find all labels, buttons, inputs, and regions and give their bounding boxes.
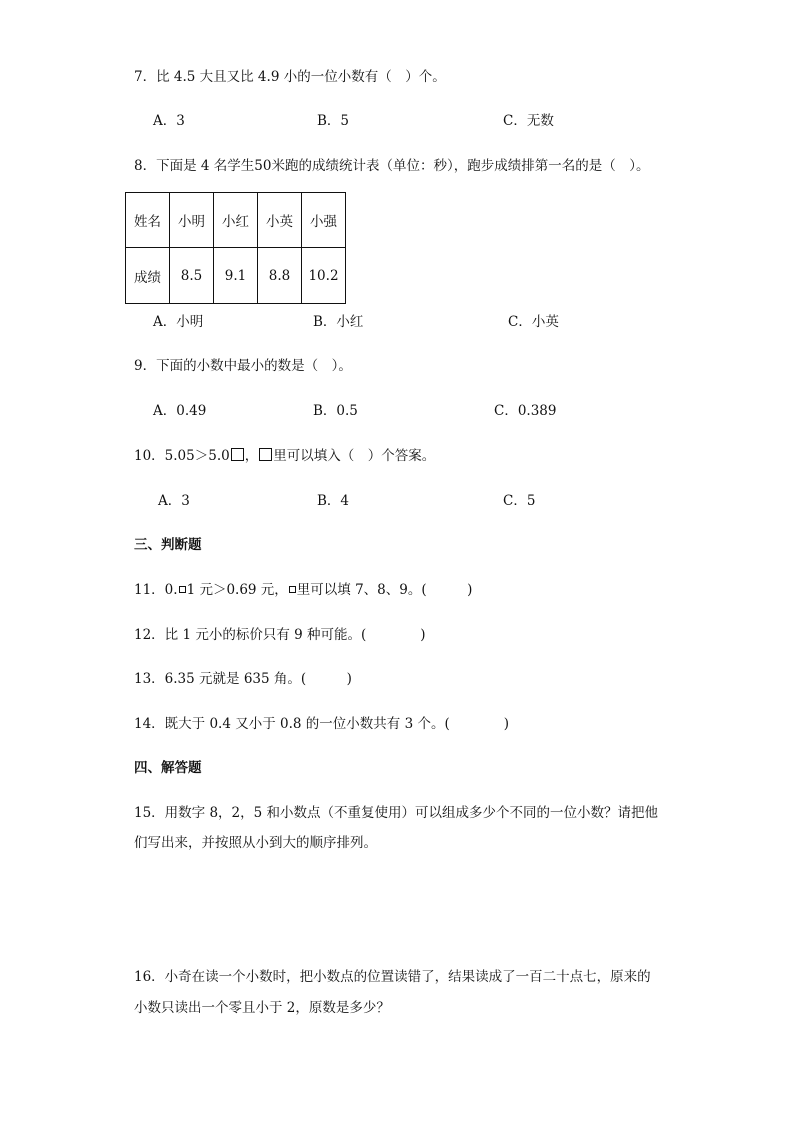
question-11-stem-part-c: 里可以填 7、8、9。( ) bbox=[296, 582, 473, 598]
table-cell: 小红 bbox=[214, 193, 258, 248]
table-cell: 9.1 bbox=[214, 248, 258, 304]
table-cell: 10.2 bbox=[302, 248, 346, 304]
table-cell: 小强 bbox=[302, 193, 346, 248]
blank-box-icon bbox=[179, 586, 186, 593]
question-16-line-1: 16．小奇在读一个小数时，把小数点的位置读错了，结果读成了一百二十点七，原来的 bbox=[134, 969, 651, 985]
table-cell: 小英 bbox=[258, 193, 302, 248]
question-12-stem: 12．比 1 元小的标价只有 9 种可能。( ) bbox=[134, 627, 426, 643]
question-10-stem-part-c: 里可以填入（ ）个答案。 bbox=[273, 448, 436, 464]
question-15-line-1: 15．用数字 8，2，5 和小数点（不重复使用）可以组成多少个不同的一位小数？请把他 bbox=[134, 805, 659, 821]
table-row bbox=[126, 248, 346, 304]
question-13-stem: 13．6.35 元就是 635 角。( ) bbox=[134, 671, 352, 687]
section-4-heading: 四、解答题 bbox=[134, 760, 202, 776]
table-cell: 小明 bbox=[170, 193, 214, 248]
question-10-stem bbox=[134, 447, 435, 465]
question-10-option-c: C．5 bbox=[503, 493, 536, 509]
question-7-option-a: A．3 bbox=[153, 113, 185, 129]
question-8-option-b: B．小红 bbox=[313, 314, 364, 330]
question-11-stem-part-b: 1 元＞0.69 元， bbox=[186, 582, 288, 598]
question-7-stem: 7．比 4.5 大且又比 4.9 小的一位小数有（ ）个。 bbox=[134, 69, 446, 85]
question-8-option-a: A．小明 bbox=[153, 314, 204, 330]
blank-box-icon bbox=[259, 448, 272, 461]
question-10-option-b: B．4 bbox=[317, 493, 350, 509]
question-8-option-c: C．小英 bbox=[508, 314, 559, 330]
question-10-option-a: A．3 bbox=[158, 493, 190, 509]
question-9-stem: 9．下面的小数中最小的数是（ ）。 bbox=[134, 358, 352, 374]
question-16-line-2: 小数只读出一个零且小于 2，原数是多少？ bbox=[134, 1000, 390, 1016]
table-row bbox=[126, 193, 346, 248]
question-9-option-c: C．0.389 bbox=[494, 403, 557, 419]
question-14-stem: 14．既大于 0.4 又小于 0.8 的一位小数共有 3 个。( ) bbox=[134, 716, 509, 732]
question-10-stem-part-a: 10．5.05＞5.0 bbox=[134, 448, 230, 464]
table-cell: 姓名 bbox=[126, 193, 170, 248]
score-table bbox=[125, 192, 346, 304]
question-7-option-c: C．无数 bbox=[503, 113, 554, 129]
table-cell: 8.5 bbox=[170, 248, 214, 304]
question-8-stem: 8．下面是 4 名学生50米跑的成绩统计表（单位：秒），跑步成绩排第一名的是（ ）。 bbox=[134, 158, 650, 174]
question-11-stem bbox=[134, 581, 472, 599]
question-15-line-2: 们写出来，并按照从小到大的顺序排列。 bbox=[134, 835, 377, 851]
question-11-stem-part-a: 11．0. bbox=[134, 582, 178, 598]
question-9-option-b: B．0.5 bbox=[313, 403, 358, 419]
question-9-option-a: A．0.49 bbox=[153, 403, 207, 419]
blank-box-icon bbox=[231, 448, 244, 461]
table-cell: 8.8 bbox=[258, 248, 302, 304]
blank-box-icon bbox=[289, 586, 296, 593]
section-3-heading: 三、判断题 bbox=[134, 537, 202, 553]
question-10-stem-part-b: ， bbox=[244, 448, 259, 464]
table-cell: 成绩 bbox=[126, 248, 170, 304]
question-7-option-b: B．5 bbox=[317, 113, 350, 129]
